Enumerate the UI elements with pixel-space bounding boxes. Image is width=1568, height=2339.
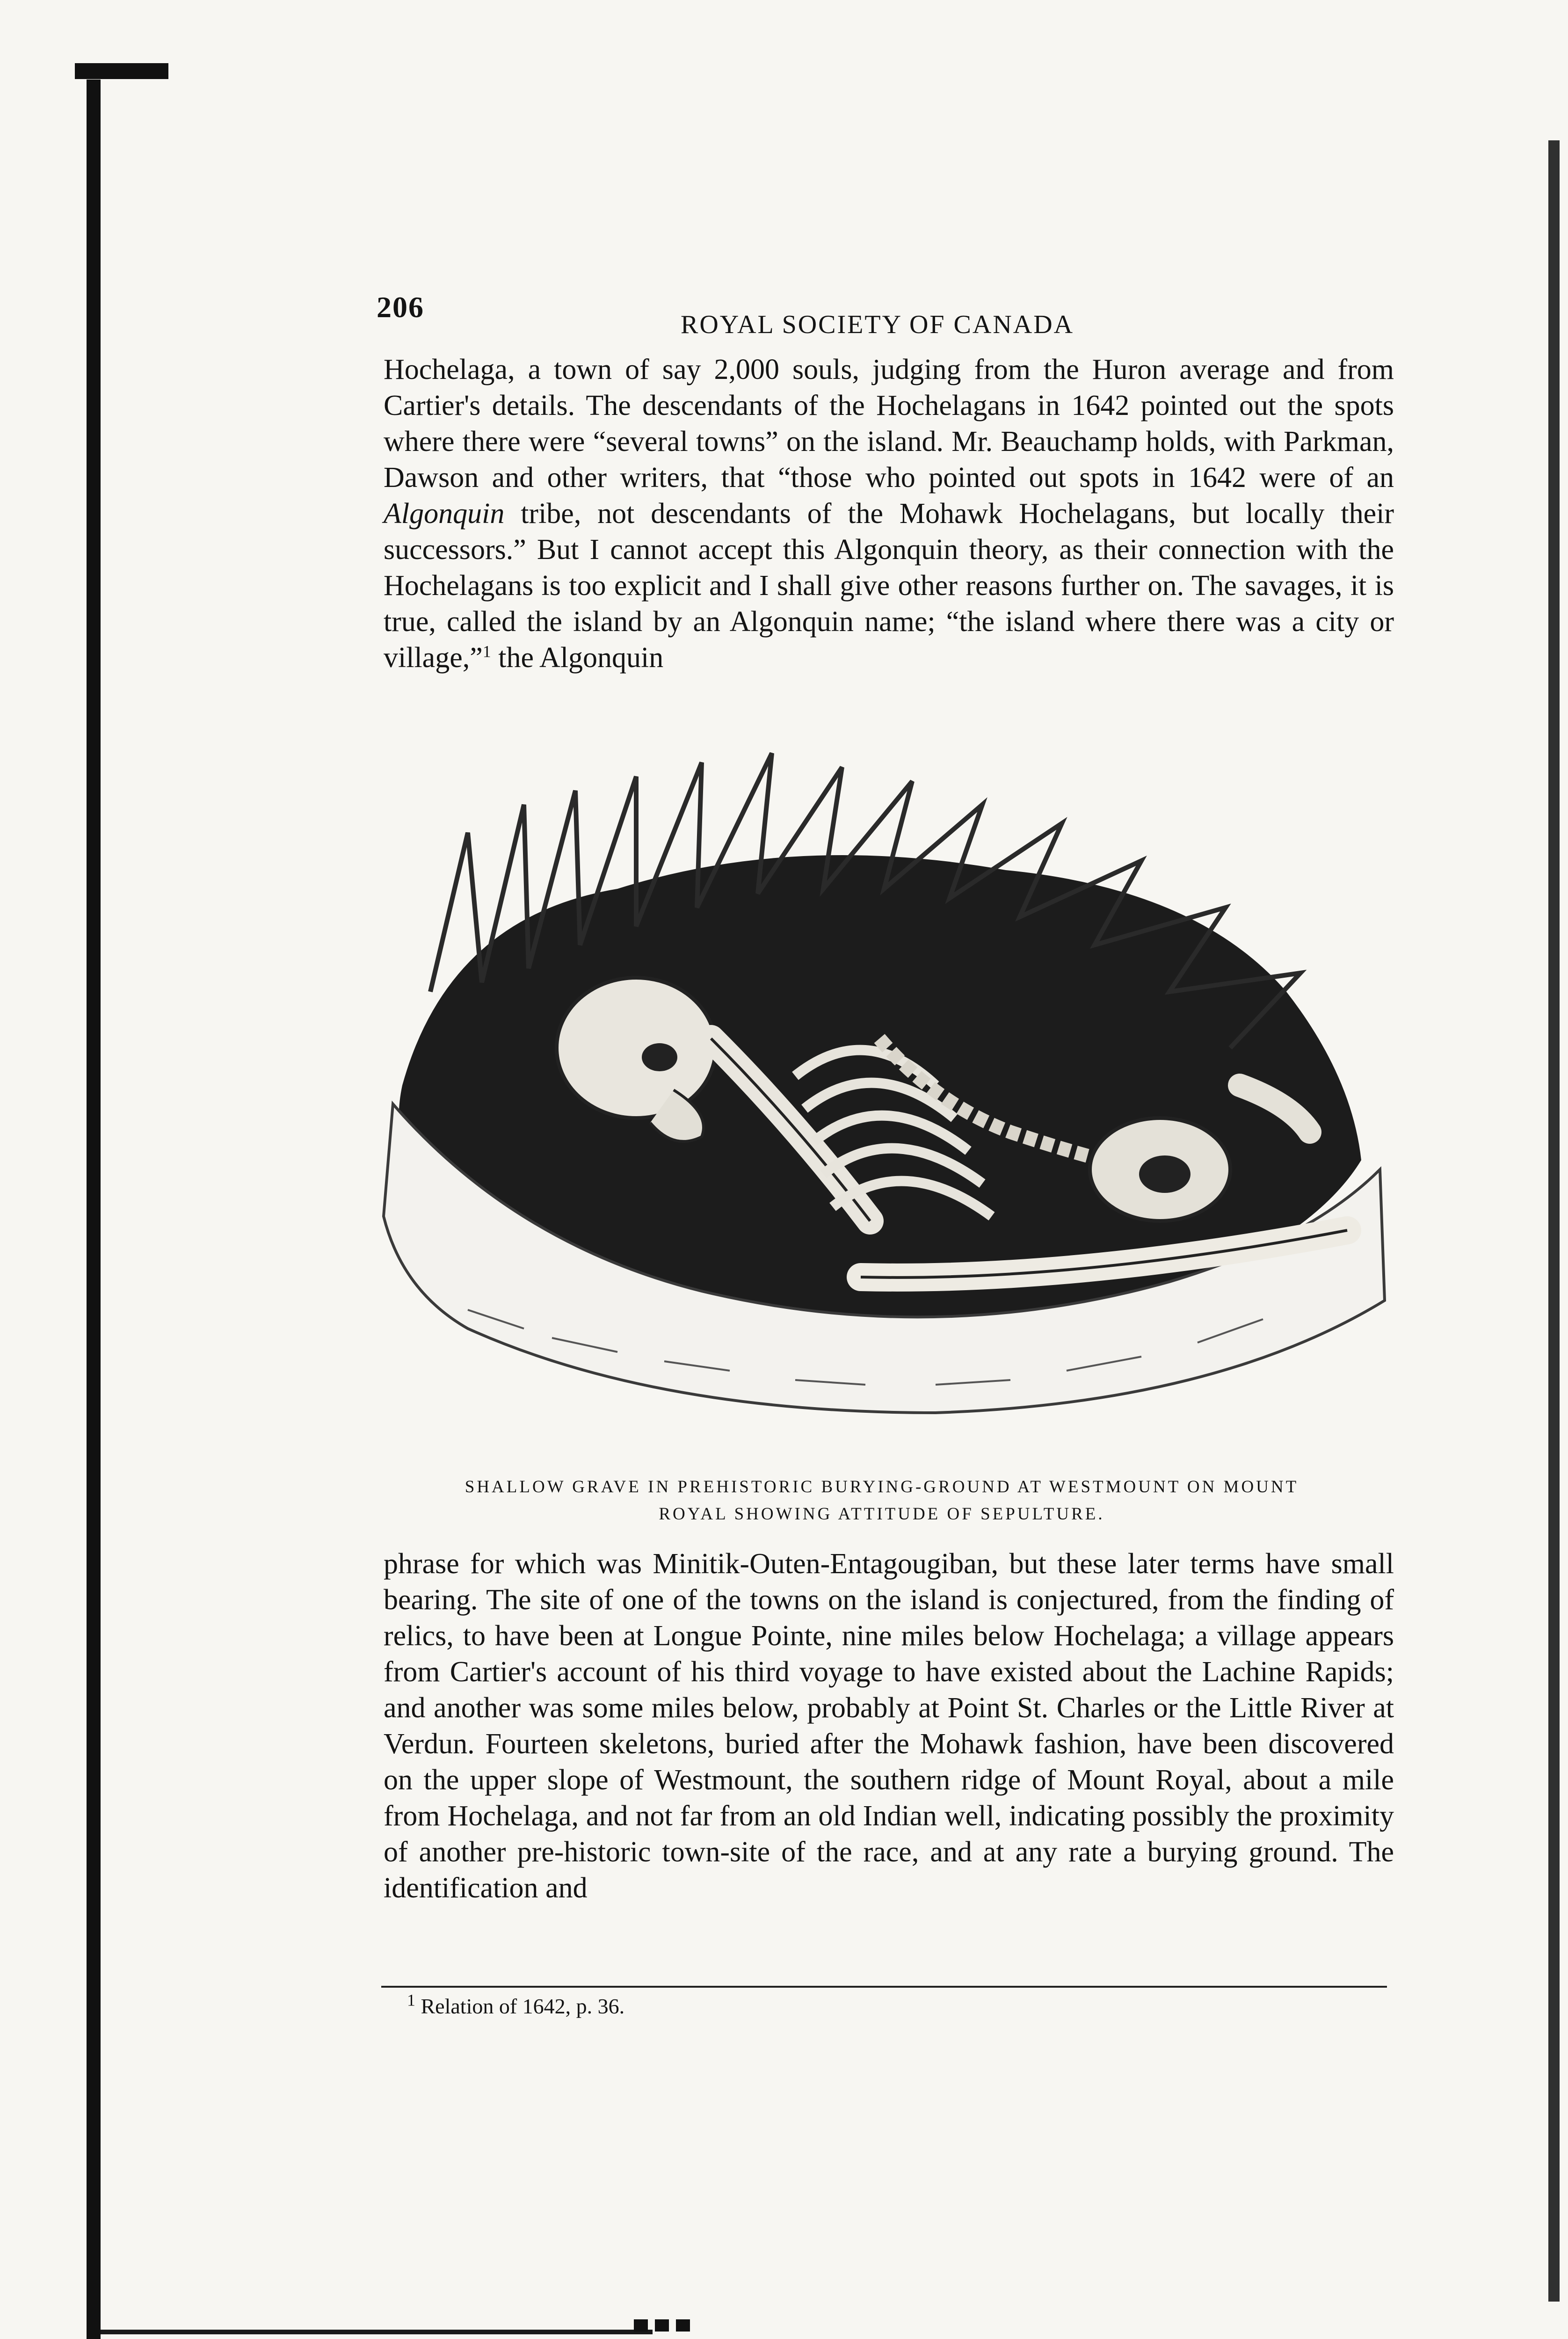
page-number: 206 — [377, 291, 424, 324]
body-text-part: tribe, not descendants of the Mohawk Hochelagans, but locally their successors.” But I cannot accept this Algonquin theory, as their connection with the Hochelagans is too explicit and I shall give other reasons further on. The savages, it is true, called the island by an Algonquin name; “the island where there was a city or village,” — [384, 498, 1394, 674]
footnote — [407, 1990, 625, 2019]
body-text-part: phrase for which was Minitik-Outen-Entagougiban, but these later terms have small bearing. The site of one of the towns on the island is conjectured, from the finding of relics, to have been at Longue Pointe, nine miles below Hochelaga; a village appears from Cartier's account of his third voyage to have existed about the Lachine Rapids; and another was some miles below, probably at Point St. Charles or the Little River at Verdun. Fourteen skeletons, buried after the Mohawk fashion, have been discovered on the upper slope of Westmount, the southern ridge of Mount Royal, about a mile from Hochelaga, and not far from an old Indian well, indicating possibly the proximity of another pre-historic town-site of the race, and at any rate a burying ground. The identification and — [384, 1548, 1394, 1904]
skull — [557, 978, 716, 1118]
running-header: ROYAL SOCIETY OF CANADA — [681, 310, 1074, 339]
scan-border-top — [75, 63, 168, 79]
body-paragraph-top — [384, 352, 1394, 676]
figure-caption — [370, 1474, 1394, 1528]
footnote-text: Relation of 1642, p. 36. — [415, 1994, 625, 2018]
body-paragraph-bottom — [384, 1546, 1394, 1906]
footnote-marker: 1 — [407, 1990, 415, 2010]
skull-eye-socket — [642, 1043, 677, 1071]
scan-border-right — [1548, 140, 1560, 2302]
body-text-part: the Algonquin — [491, 642, 664, 674]
grave-illustration — [374, 748, 1394, 1441]
footnote-divider — [381, 1986, 1387, 1988]
pelvis-hole — [1139, 1155, 1191, 1193]
scan-border-left — [87, 80, 101, 2339]
caption-line-2: ROYAL SHOWING ATTITUDE OF SEPULTURE. — [659, 1504, 1105, 1524]
scan-border-bottom — [101, 2330, 653, 2334]
body-text-part: Hochelaga, a town of say 2,000 souls, judging from the Huron average and from Cartier's details. The descendants of the Hochelagans in 1642 pointed out the spots where there were “several towns” on the island. Mr. Beauchamp holds, with Parkman, Dawson and other writers, that “those who pointed out spots in 1642 were of an — [384, 354, 1394, 494]
scan-border-blocks — [634, 2319, 690, 2332]
caption-line-1: SHALLOW GRAVE IN PREHISTORIC BURYING-GROUND AT WESTMOUNT ON MOUNT — [465, 1477, 1299, 1496]
footnote-reference[interactable]: 1 — [482, 642, 491, 661]
italic-term: Algonquin — [384, 498, 505, 530]
